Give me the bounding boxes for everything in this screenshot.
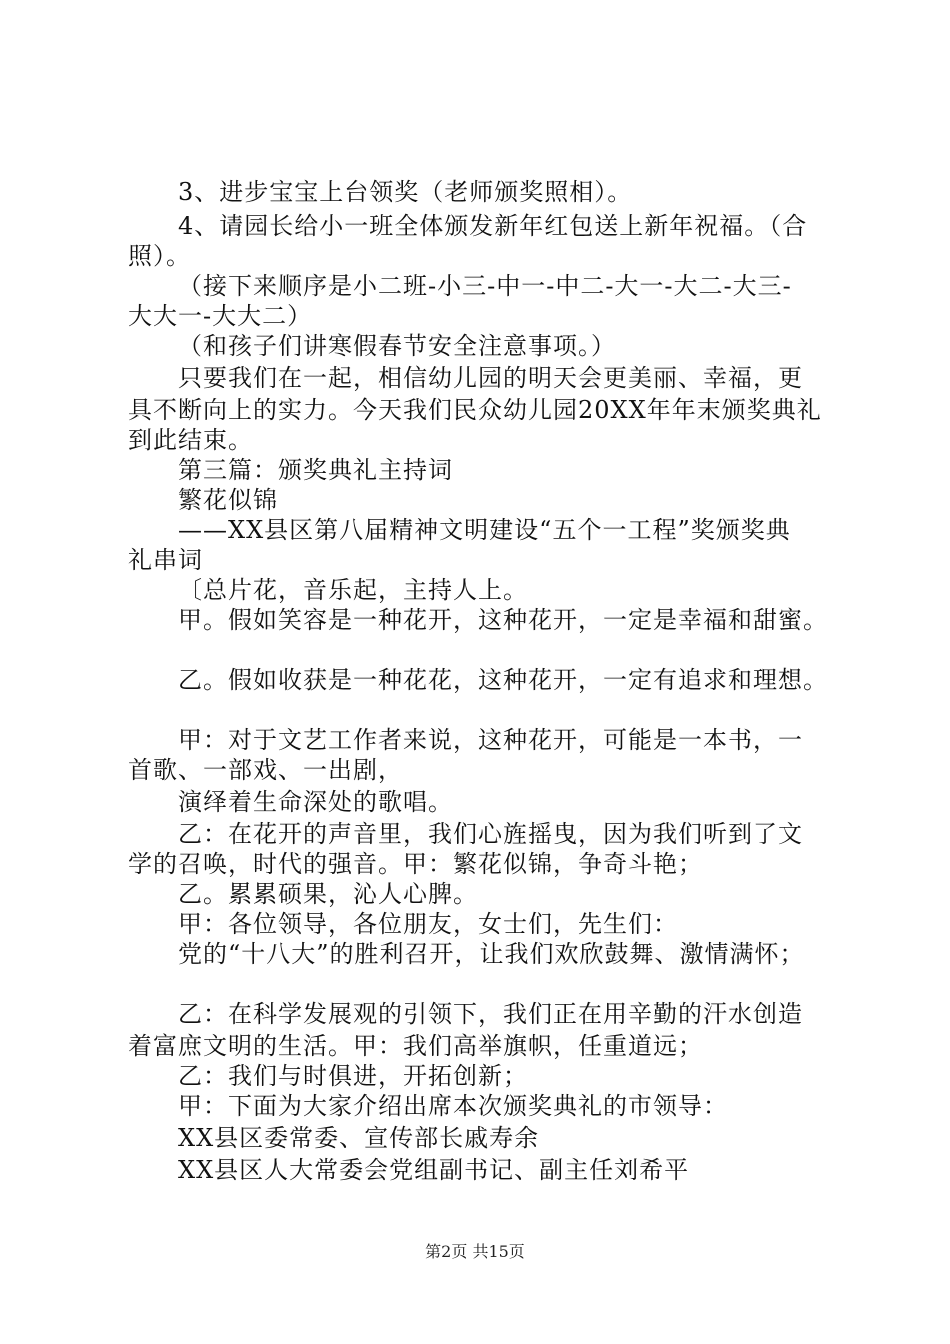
text-line: 乙：在花开的声音里，我们心旌摇曳，因为我们听到了文 — [178, 820, 803, 848]
text-line: 乙：我们与时俱进，开拓创新； — [178, 1062, 528, 1090]
text-line: 到此结束。 — [128, 426, 253, 454]
document-subtitle: 礼串词 — [128, 546, 203, 574]
text-line: 首歌、一部戏、一出剧， — [128, 756, 403, 784]
text-line: XX县区委常委、宣传部长戚寿余 — [178, 1124, 540, 1152]
page-number-footer: 第2页 共15页 — [425, 1242, 525, 1261]
text-line: 只要我们在一起，相信幼儿园的明天会更美丽、幸福，更 — [178, 364, 803, 392]
text-line: 〔总片花，音乐起，主持人上。 — [178, 576, 528, 604]
text-line: 甲。假如笑容是一种花开，这种花开，一定是幸福和甜蜜。 — [178, 606, 828, 634]
document-title: 繁花似锦 — [178, 486, 278, 514]
text-line: 乙。假如收获是一种花花，这种花开，一定有追求和理想。 — [178, 666, 828, 694]
text-line: 乙：在科学发展观的引领下，我们正在用辛勤的汗水创造 — [178, 1000, 803, 1028]
text-line: 甲：各位领导，各位朋友，女士们，先生们： — [178, 910, 678, 938]
document-subtitle: ——XX县区第八届精神文明建设“五个一工程”奖颁奖典 — [178, 516, 791, 544]
text-line: 乙。累累硕果，沁人心脾。 — [178, 880, 478, 908]
text-line: 演绎着生命深处的歌唱。 — [178, 788, 453, 816]
text-line: XX县区人大常委会党组副书记、副主任刘希平 — [178, 1156, 690, 1184]
text-line: 大大一-大大二） — [128, 302, 313, 330]
text-line: 党的“十八大”的胜利召开，让我们欢欣鼓舞、激情满怀； — [178, 940, 805, 968]
text-line: 3、进步宝宝上台领奖（老师颁奖照相）。 — [178, 178, 633, 206]
section-heading: 第三篇：颁奖典礼主持词 — [178, 456, 453, 484]
text-line: 甲：下面为大家介绍出席本次颁奖典礼的市领导： — [178, 1092, 728, 1120]
text-line: （接下来顺序是小二班-小三-中一-中二-大一-大二-大三- — [178, 272, 792, 300]
text-line: 具不断向上的实力。今天我们民众幼儿园20XX年年末颁奖典礼 — [128, 396, 822, 424]
text-line: 学的召唤，时代的强音。甲：繁花似锦，争奇斗艳； — [128, 850, 703, 878]
text-line: 着富庶文明的生活。甲：我们高举旗帜，任重道远； — [128, 1032, 703, 1060]
text-line: 照）。 — [128, 242, 191, 270]
text-line: （和孩子们讲寒假春节安全注意事项。） — [178, 332, 616, 360]
text-line: 甲：对于文艺工作者来说，这种花开，可能是一本书，一 — [178, 726, 803, 754]
text-line: 4、请园长给小一班全体颁发新年红包送上新年祝福。（合 — [178, 212, 808, 240]
